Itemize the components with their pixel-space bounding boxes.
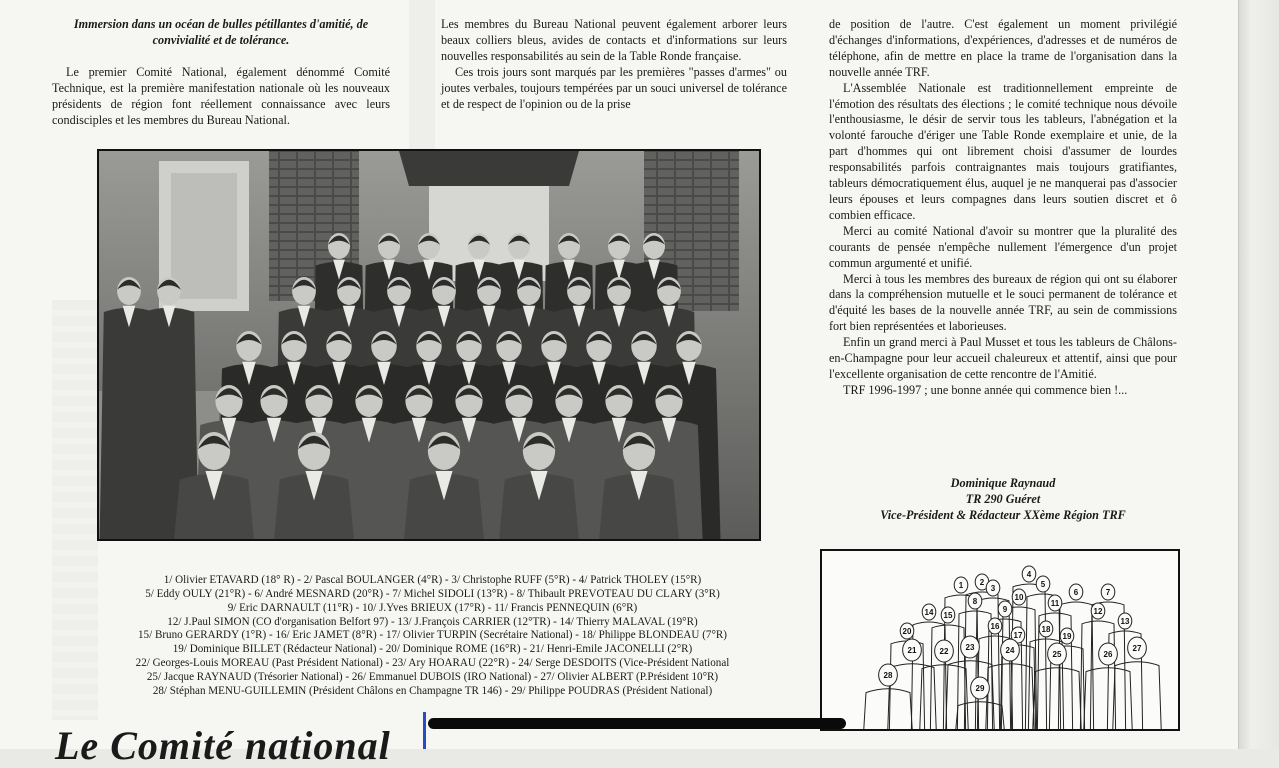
silhouette-number: 12 [1093,607,1103,616]
silhouette-number: 9 [1002,605,1008,614]
silhouette-number: 15 [943,611,953,620]
group-photo [97,149,761,541]
article-paragraph: Merci à tous les membres des bureaux de région qui ont su élaborer dans la compréhension mutuelle et le souci permanent de tolérance et d'équité les bases de la nouvelle année TRF, au sein de commissions fort bien représentées et laborieuses. [829,271,1177,334]
article-paragraph: Enfin un grand merci à Paul Musset et tous les tableurs de Châlons-en-Champagne pour leur accueil chaleureux et attentif, ainsi que pour l'excellente organisation de cette rencontre de l'Amitié. [829,335,1177,381]
silhouette-number: 21 [907,646,917,655]
silhouette-number: 13 [1120,617,1130,626]
caption-line: 5/ Eddy OULY (21°R) - 6/ André MESNARD (20°R) - 7/ Michel SIDOLI (13°R) - 8/ Thibault PREVOTEAU DU CLARY (3°R) [145,587,720,600]
text-cursor-rule [423,712,426,749]
silhouette-outline [911,622,946,729]
silhouette-outline [1113,662,1161,729]
silhouette-number: 23 [965,643,975,652]
silhouette-number: 25 [1052,650,1062,659]
silhouette-number: 10 [1014,593,1024,602]
silhouette-number: 27 [1132,644,1142,653]
article-lead: Immersion dans un océan de bulles pétillantes d'amitié, de convivialité et de tolérance. [73,17,369,47]
article-paragraph: Les membres du Bureau National peuvent également arborer leurs beaux colliers bleus, avides de contacts et d'informations sur leurs nouvelles responsabilités au sein de la Table Ronde française. [441,17,787,63]
article-column-3 [829,17,1177,399]
article-paragraph: Ces trois jours sont marqués par les premières "passes d'armes" ou joutes verbales, toujours tempérées par un souci universel de tolérance et de respect de l'opinion ou de la prise [441,64,787,111]
silhouette-number: 24 [1005,646,1015,655]
caption-line: 1/ Olivier ETAVARD (18° R) - 2/ Pascal BOULANGER (4°R) - 3/ Christophe RUFF (5°R) - 4/ Patrick THOLEY (15°R) [163,574,702,586]
silhouette-number: 18 [1041,625,1051,634]
silhouette-number: 17 [1013,631,1023,640]
silhouette-number: 3 [990,584,996,593]
numbered-silhouette-key [820,549,1180,731]
silhouette-number: 2 [979,578,985,587]
article-paragraph: Merci au comité National d'avoir su montrer que la pluralité des courants de pensée n'empêche nullement l'émergence d'un projet commun argumenté et unifié. [829,223,1177,270]
silhouette-number: 29 [975,684,985,693]
group-photo-illustration [99,151,759,539]
silhouette-number: 1 [958,581,964,590]
author-signature [829,475,1177,523]
article-column-1 [52,17,390,128]
caption-line: 25/ Jacque RAYNAUD (Trésorier National) - 26/ Emmanuel DUBOIS (IRO National) - 27/ Olivier ALBERT (P.Président 10°R) [146,670,719,683]
article-paragraph: de position de l'autre. C'est également un moment privilégié d'échanges d'informations, d'expériences, d'adresses et de numéros de téléphone, afin de mettre en place la trame de l'organisation dans la nouvelle année TRF. [829,17,1177,79]
silhouette-outline [956,702,1004,729]
caption-line: 15/ Bruno GERARDY (1°R) - 16/ Eric JAMET (8°R) - 17/ Olivier TURPIN (Secrétaire National) - 18/ Philippe BLONDEAU (7°R) [138,629,727,642]
caption-line: 9/ Eric DARNAULT (11°R) - 10/ J.Yves BRIEUX (17°R) - 11/ Francis PENNEQUIN (6°R) [227,601,638,614]
silhouette-number: 6 [1073,588,1079,597]
silhouette-number: 4 [1026,570,1032,579]
adjacent-page-edge [1238,0,1279,749]
caption-line: 12/ J.Paul SIMON (CO d'organisation Belfort 97) - 13/ J.François CARRIER (12°TR) - 14/ Thierry MALAVAL (19°R) [167,615,698,628]
silhouette-number: 19 [1062,632,1072,641]
redaction-bar [428,718,846,729]
photo-captions [60,574,805,699]
silhouette-number: 28 [883,671,893,680]
silhouette-number: 22 [939,647,949,656]
headline: Le Comité national [55,723,391,768]
silhouette-outline [1033,668,1081,729]
silhouette-number: 8 [972,597,978,606]
author-role: Vice-Président & Rédacteur XXème Région TRF [880,508,1126,522]
silhouette-number: 5 [1040,580,1046,589]
caption-line: 28/ Stéphan MENU-GUILLEMIN (Président Châlons en Champagne TR 146) - 29/ Philippe POUDRAS (Président National) [152,684,713,697]
caption-line: 19/ Dominique BILLET (Rédacteur National) - 20/ Dominique ROME (16°R) - 21/ Henri-Emile JACONELLI (2°R) [172,643,693,656]
silhouette-key-drawing [822,551,1178,729]
article-paragraph: Le premier Comité National, également dénommé Comité Technique, est la première manifestation nationale où les nouveaux présidents de région font réellement connaissance avec leurs condisciples et les membres du Bureau National. [52,64,390,127]
silhouette-outline [1001,607,1036,729]
article-paragraph: L'Assemblée Nationale est traditionnellement empreinte de l'émotion des résultats des élections ; le comité technique nous dévoile l'enthousiasme, le désir de servir tous les tableurs, l'abnégation et la volonté farouche d'ériger une Table Ronde exemplaire et unie, de la part d'hommes qui ont librement choisi d'assumer de lourdes responsabilités parfois contraignantes mais toujours gratifiantes, tableurs démocratiquement élus, auquel je ne manquerai pas d'associer leurs épouses et leurs compagnes dans leurs soutien discret et ô combien efficace. [829,80,1177,222]
author-name: Dominique Raynaud [950,476,1056,490]
caption-line: 22/ Georges-Louis MOREAU (Past Président National) - 23/ Ary HOARAU (22°R) - 24/ Serge DESDOITS (Vice-Président National [135,657,730,670]
silhouette-number: 14 [924,608,934,617]
silhouette-number: 26 [1103,650,1113,659]
author-club: TR 290 Guéret [965,492,1041,506]
silhouette-number: 20 [902,627,912,636]
article-column-2 [441,17,787,112]
silhouette-number: 11 [1050,599,1060,608]
article-paragraph: TRF 1996-1997 ; une bonne année qui commence bien !... [843,382,1128,397]
column-gutter [409,0,435,150]
silhouette-number: 7 [1105,588,1111,597]
silhouette-number: 16 [990,622,1000,631]
